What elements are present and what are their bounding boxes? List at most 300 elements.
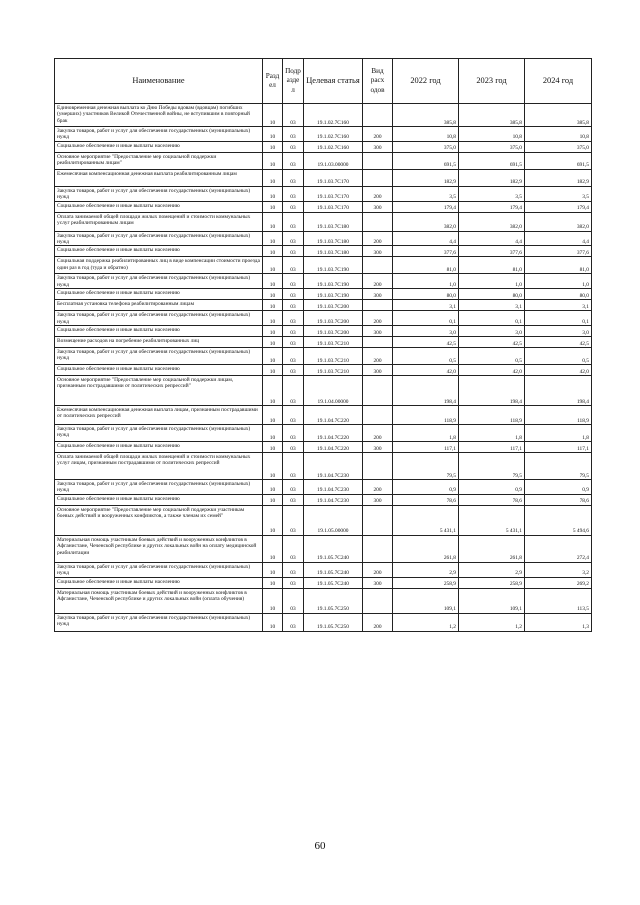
row-vid [363, 505, 393, 535]
row-razdel: 10 [263, 588, 283, 613]
row-2022: 382,0 [393, 212, 459, 231]
row-name: Ежемесячная компенсационная денежная выплата реабилитированным лицам [55, 169, 263, 186]
table-row [55, 442, 592, 453]
row-name: Основное мероприятие "Предоставление мер социальной поддержки участникам боевых действий и вооруженных конфликтов, а также членам их семей" [55, 505, 263, 535]
row-2022: 375,0 [393, 141, 459, 152]
row-vid: 200 [363, 311, 393, 326]
row-vid: 300 [363, 201, 393, 212]
row-name: Социальное обеспечение и иные выплаты населению [55, 326, 263, 337]
row-name: Оплата занимаемой общей площади жилых помещений и стоимости коммунальных услуг реабилитированным лицам [55, 212, 263, 231]
row-2023: 0,1 [459, 311, 525, 326]
row-razdel: 10 [263, 127, 283, 142]
row-2024: 118,9 [525, 406, 592, 425]
row-2022: 691,5 [393, 152, 459, 169]
row-vid [363, 535, 393, 562]
row-2022: 182,9 [393, 169, 459, 186]
row-vid: 200 [363, 480, 393, 495]
row-2024: 272,4 [525, 535, 592, 562]
row-name: Закупка товаров, работ и услуг для обеспечения государственных (муниципальных) нужд [55, 348, 263, 365]
row-razdel: 10 [263, 326, 283, 337]
row-name: Основное мероприятие "Предоставление мер социальной поддержки реабилитированным лицам" [55, 152, 263, 169]
row-2024: 377,6 [525, 246, 592, 257]
row-name: Оплата занимаемой общей площади жилых помещений и стоимости коммунальных услуг лицам, признанным пострадавшими от политических репрессий [55, 453, 263, 480]
row-2022: 109,1 [393, 588, 459, 613]
table-row [55, 274, 592, 289]
row-name: Материальная помощь участникам боевых действий и вооруженных конфликтов в Афганистане, Чеченской республике и других локальных войн (оплата обучения) [55, 588, 263, 613]
row-2023: 117,1 [459, 442, 525, 453]
row-name: Социальное обеспечение и иные выплаты населению [55, 577, 263, 588]
row-vid: 200 [363, 127, 393, 142]
row-article: 19.1.03.7С190 [304, 257, 363, 274]
row-name: Социальное обеспечение и иные выплаты населению [55, 442, 263, 453]
row-podrazdel: 03 [283, 300, 304, 311]
row-vid: 200 [363, 562, 393, 577]
table-row [55, 494, 592, 505]
header-2024: 2024 год [525, 59, 592, 104]
row-name: Основное мероприятие "Предоставление мер социальной поддержки лицам, признанным пострадавшими от политических репрессий" [55, 376, 263, 406]
row-2022: 117,1 [393, 442, 459, 453]
row-vid [363, 337, 393, 348]
page-number: 60 [314, 840, 326, 852]
row-vid [363, 376, 393, 406]
row-podrazdel: 03 [283, 376, 304, 406]
table-header-row [55, 59, 592, 104]
row-article: 19.1.03.7С170 [304, 201, 363, 212]
table-row [55, 453, 592, 480]
row-podrazdel: 03 [283, 289, 304, 300]
row-razdel: 10 [263, 337, 283, 348]
row-2022: 1,0 [393, 274, 459, 289]
row-2022: 385,8 [393, 104, 459, 127]
row-vid [363, 406, 393, 425]
row-podrazdel: 03 [283, 274, 304, 289]
row-article: 19.1.02.7С160 [304, 104, 363, 127]
row-podrazdel: 03 [283, 562, 304, 577]
row-2023: 80,0 [459, 289, 525, 300]
row-article: 19.1.04.7С220 [304, 425, 363, 442]
row-2024: 79,5 [525, 453, 592, 480]
row-podrazdel: 03 [283, 453, 304, 480]
row-vid [363, 169, 393, 186]
row-article: 19.1.05.00000 [304, 505, 363, 535]
row-vid [363, 104, 393, 127]
table-row [55, 535, 592, 562]
row-name: Бесплатная установка телефона реабилитированным лицам [55, 300, 263, 311]
row-razdel: 10 [263, 169, 283, 186]
row-podrazdel: 03 [283, 588, 304, 613]
row-article: 19.1.05.7С240 [304, 577, 363, 588]
row-2024: 0,9 [525, 480, 592, 495]
table-row [55, 300, 592, 311]
row-name: Закупка товаров, работ и услуг для обеспечения государственных (муниципальных) нужд [55, 562, 263, 577]
row-article: 19.1.03.7С210 [304, 365, 363, 376]
row-2022: 179,4 [393, 201, 459, 212]
row-2022: 3,1 [393, 300, 459, 311]
row-2024: 42,5 [525, 337, 592, 348]
row-2022: 0,9 [393, 480, 459, 495]
table-row [55, 186, 592, 201]
row-name: Социальное обеспечение и иные выплаты населению [55, 201, 263, 212]
row-2023: 3,5 [459, 186, 525, 201]
row-article: 19.1.03.7С210 [304, 348, 363, 365]
row-vid [363, 588, 393, 613]
row-razdel: 10 [263, 141, 283, 152]
row-article: 19.1.04.7С230 [304, 453, 363, 480]
row-vid: 300 [363, 289, 393, 300]
row-razdel: 10 [263, 425, 283, 442]
row-2024: 80,0 [525, 289, 592, 300]
row-podrazdel: 03 [283, 231, 304, 246]
row-2022: 0,1 [393, 311, 459, 326]
row-2023: 81,0 [459, 257, 525, 274]
header-vid: Вид расх одов [363, 59, 393, 104]
table-row [55, 141, 592, 152]
row-razdel: 10 [263, 365, 283, 376]
row-article: 19.1.03.7С200 [304, 326, 363, 337]
row-2022: 118,9 [393, 406, 459, 425]
row-article: 19.1.03.7С200 [304, 300, 363, 311]
row-2023: 42,0 [459, 365, 525, 376]
row-razdel: 10 [263, 212, 283, 231]
row-podrazdel: 03 [283, 365, 304, 376]
row-vid: 300 [363, 246, 393, 257]
row-article: 19.1.04.7С230 [304, 480, 363, 495]
row-2024: 78,6 [525, 494, 592, 505]
row-2023: 118,9 [459, 406, 525, 425]
row-razdel: 10 [263, 152, 283, 169]
row-2024: 117,1 [525, 442, 592, 453]
row-podrazdel: 03 [283, 127, 304, 142]
table-row [55, 376, 592, 406]
row-name: Социальное обеспечение и иные выплаты населению [55, 365, 263, 376]
row-razdel: 10 [263, 231, 283, 246]
row-article: 19.1.02.7С160 [304, 127, 363, 142]
row-vid [363, 300, 393, 311]
row-name: Социальное обеспечение и иные выплаты населению [55, 289, 263, 300]
table-row [55, 152, 592, 169]
row-2023: 385,8 [459, 104, 525, 127]
table-body [55, 104, 592, 632]
budget-table [54, 58, 592, 632]
row-name: Закупка товаров, работ и услуг для обеспечения государственных (муниципальных) нужд [55, 186, 263, 201]
row-razdel: 10 [263, 289, 283, 300]
row-podrazdel: 03 [283, 311, 304, 326]
row-2022: 3,5 [393, 186, 459, 201]
row-podrazdel: 03 [283, 535, 304, 562]
row-2022: 377,6 [393, 246, 459, 257]
header-podrazdel: Подр азде л [283, 59, 304, 104]
row-name: Закупка товаров, работ и услуг для обеспечения государственных (муниципальных) нужд [55, 127, 263, 142]
row-razdel: 10 [263, 453, 283, 480]
row-2023: 78,6 [459, 494, 525, 505]
row-article: 19.1.04.7С220 [304, 442, 363, 453]
row-article: 19.1.05.7С240 [304, 562, 363, 577]
table-row [55, 480, 592, 495]
row-2023: 79,5 [459, 453, 525, 480]
row-article: 19.1.05.7С250 [304, 588, 363, 613]
row-2024: 385,8 [525, 104, 592, 127]
header-name: Наименование [55, 59, 263, 104]
row-2022: 2,9 [393, 562, 459, 577]
row-2024: 42,0 [525, 365, 592, 376]
row-podrazdel: 03 [283, 257, 304, 274]
row-vid: 300 [363, 494, 393, 505]
row-2023: 1,2 [459, 613, 525, 631]
row-podrazdel: 03 [283, 406, 304, 425]
row-2023: 42,5 [459, 337, 525, 348]
row-name: Единовременная денежная выплата ко Дню Победы вдовам (вдовцам) погибших (умерших) участников Великой Отечественной войны, не вступившим в повторный брак [55, 104, 263, 127]
row-2024: 691,5 [525, 152, 592, 169]
row-podrazdel: 03 [283, 152, 304, 169]
row-name: Возмещение расходов на погребение реабилитированных лиц [55, 337, 263, 348]
row-razdel: 10 [263, 535, 283, 562]
row-2022: 10,8 [393, 127, 459, 142]
row-2024: 1,8 [525, 425, 592, 442]
table-row [55, 577, 592, 588]
row-2023: 1,8 [459, 425, 525, 442]
row-razdel: 10 [263, 201, 283, 212]
row-name: Социальная поддержка реабилитированных лиц в виде компенсации стоимости проезда один раз в год (туда и обратно) [55, 257, 263, 274]
row-razdel: 10 [263, 311, 283, 326]
row-2022: 80,0 [393, 289, 459, 300]
row-razdel: 10 [263, 562, 283, 577]
row-vid: 200 [363, 274, 393, 289]
table-row [55, 337, 592, 348]
row-2024: 3,2 [525, 562, 592, 577]
row-2023: 0,5 [459, 348, 525, 365]
row-2022: 261,8 [393, 535, 459, 562]
row-2022: 42,0 [393, 365, 459, 376]
table-row [55, 212, 592, 231]
row-2023: 5 431,1 [459, 505, 525, 535]
row-razdel: 10 [263, 613, 283, 631]
row-2024: 81,0 [525, 257, 592, 274]
row-2024: 113,5 [525, 588, 592, 613]
row-article: 19.1.03.7С180 [304, 231, 363, 246]
row-2024: 1,3 [525, 613, 592, 631]
row-podrazdel: 03 [283, 425, 304, 442]
row-2023: 382,0 [459, 212, 525, 231]
row-2023: 182,9 [459, 169, 525, 186]
row-podrazdel: 03 [283, 326, 304, 337]
row-razdel: 10 [263, 300, 283, 311]
row-2024: 3,5 [525, 186, 592, 201]
row-podrazdel: 03 [283, 104, 304, 127]
row-name: Социальное обеспечение и иные выплаты населению [55, 494, 263, 505]
table-row [55, 127, 592, 142]
table-row [55, 613, 592, 631]
row-name: Социальное обеспечение и иные выплаты населению [55, 246, 263, 257]
row-razdel: 10 [263, 246, 283, 257]
row-article: 19.1.03.7С180 [304, 246, 363, 257]
row-razdel: 10 [263, 104, 283, 127]
row-2022: 1,2 [393, 613, 459, 631]
row-name: Ежемесячная компенсационная денежная выплата лицам, признанным пострадавшими от политических репрессий [55, 406, 263, 425]
row-podrazdel: 03 [283, 613, 304, 631]
row-article: 19.1.05.7С250 [304, 613, 363, 631]
row-article: 19.1.03.7С180 [304, 212, 363, 231]
row-2024: 5 494,6 [525, 505, 592, 535]
row-2022: 5 431,1 [393, 505, 459, 535]
row-name: Материальная помощь участникам боевых действий и вооруженных конфликтов в Афганистане, Чеченской республике и других локальных войн на оплату медицинской реабилитации [55, 535, 263, 562]
row-article: 19.1.02.7С160 [304, 141, 363, 152]
row-2022: 0,5 [393, 348, 459, 365]
row-podrazdel: 03 [283, 186, 304, 201]
row-razdel: 10 [263, 505, 283, 535]
row-article: 19.1.03.7С190 [304, 274, 363, 289]
row-2024: 0,5 [525, 348, 592, 365]
table-row [55, 311, 592, 326]
row-name: Закупка товаров, работ и услуг для обеспечения государственных (муниципальных) нужд [55, 613, 263, 631]
budget-table-sheet [54, 58, 591, 632]
row-vid: 200 [363, 425, 393, 442]
row-article: 19.1.04.7С220 [304, 406, 363, 425]
row-razdel: 10 [263, 442, 283, 453]
row-2022: 3,0 [393, 326, 459, 337]
row-razdel: 10 [263, 257, 283, 274]
row-article: 19.1.03.7С190 [304, 289, 363, 300]
row-vid [363, 453, 393, 480]
table-row [55, 201, 592, 212]
row-vid: 300 [363, 577, 393, 588]
row-2024: 375,0 [525, 141, 592, 152]
table-row [55, 231, 592, 246]
table-row [55, 425, 592, 442]
header-article: Целевая статья [304, 59, 363, 104]
row-razdel: 10 [263, 186, 283, 201]
row-2024: 4,4 [525, 231, 592, 246]
row-2023: 261,8 [459, 535, 525, 562]
header-2023: 2023 год [459, 59, 525, 104]
row-vid: 200 [363, 613, 393, 631]
row-podrazdel: 03 [283, 494, 304, 505]
row-name: Закупка товаров, работ и услуг для обеспечения государственных (муниципальных) нужд [55, 311, 263, 326]
table-row [55, 326, 592, 337]
row-razdel: 10 [263, 376, 283, 406]
row-article: 19.1.05.7С240 [304, 535, 363, 562]
row-2024: 10,8 [525, 127, 592, 142]
row-podrazdel: 03 [283, 505, 304, 535]
row-vid: 300 [363, 365, 393, 376]
row-2023: 10,8 [459, 127, 525, 142]
table-row [55, 257, 592, 274]
row-2023: 691,5 [459, 152, 525, 169]
row-2024: 382,0 [525, 212, 592, 231]
row-name: Закупка товаров, работ и услуг для обеспечения государственных (муниципальных) нужд [55, 231, 263, 246]
row-razdel: 10 [263, 406, 283, 425]
row-2022: 258,9 [393, 577, 459, 588]
row-podrazdel: 03 [283, 348, 304, 365]
table-row [55, 348, 592, 365]
row-podrazdel: 03 [283, 169, 304, 186]
row-vid [363, 257, 393, 274]
table-row [55, 588, 592, 613]
row-2024: 1,0 [525, 274, 592, 289]
row-name: Закупка товаров, работ и услуг для обеспечения государственных (муниципальных) нужд [55, 274, 263, 289]
table-row [55, 246, 592, 257]
row-2023: 258,9 [459, 577, 525, 588]
row-razdel: 10 [263, 348, 283, 365]
row-article: 19.1.04.7С230 [304, 494, 363, 505]
row-name: Социальное обеспечение и иные выплаты населению [55, 141, 263, 152]
row-2023: 198,4 [459, 376, 525, 406]
row-2023: 3,0 [459, 326, 525, 337]
row-2023: 375,0 [459, 141, 525, 152]
row-2024: 269,2 [525, 577, 592, 588]
row-2023: 1,0 [459, 274, 525, 289]
row-2024: 3,1 [525, 300, 592, 311]
row-2023: 377,6 [459, 246, 525, 257]
row-2023: 4,4 [459, 231, 525, 246]
table-row [55, 365, 592, 376]
table-row [55, 562, 592, 577]
row-vid: 300 [363, 442, 393, 453]
row-2023: 0,9 [459, 480, 525, 495]
row-2023: 2,9 [459, 562, 525, 577]
row-article: 19.1.03.7С200 [304, 311, 363, 326]
row-2022: 81,0 [393, 257, 459, 274]
row-article: 19.1.03.7С210 [304, 337, 363, 348]
row-2024: 198,4 [525, 376, 592, 406]
row-vid: 300 [363, 326, 393, 337]
row-2022: 42,5 [393, 337, 459, 348]
row-article: 19.1.04.00000 [304, 376, 363, 406]
row-2022: 79,5 [393, 453, 459, 480]
table-row [55, 169, 592, 186]
row-podrazdel: 03 [283, 212, 304, 231]
row-podrazdel: 03 [283, 141, 304, 152]
row-article: 19.1.03.7С170 [304, 169, 363, 186]
row-article: 19.1.03.7С170 [304, 186, 363, 201]
row-2023: 109,1 [459, 588, 525, 613]
row-podrazdel: 03 [283, 480, 304, 495]
row-razdel: 10 [263, 480, 283, 495]
row-vid: 200 [363, 231, 393, 246]
row-name: Закупка товаров, работ и услуг для обеспечения государственных (муниципальных) нужд [55, 480, 263, 495]
row-2023: 3,1 [459, 300, 525, 311]
row-article: 19.1.03.00000 [304, 152, 363, 169]
header-razdel: Разд ел [263, 59, 283, 104]
row-podrazdel: 03 [283, 337, 304, 348]
row-2024: 3,0 [525, 326, 592, 337]
row-2022: 78,6 [393, 494, 459, 505]
row-razdel: 10 [263, 494, 283, 505]
row-vid [363, 152, 393, 169]
row-2022: 4,4 [393, 231, 459, 246]
header-2022: 2022 год [393, 59, 459, 104]
row-2022: 1,8 [393, 425, 459, 442]
row-vid: 200 [363, 348, 393, 365]
row-2024: 179,4 [525, 201, 592, 212]
row-vid: 300 [363, 141, 393, 152]
row-razdel: 10 [263, 577, 283, 588]
row-podrazdel: 03 [283, 577, 304, 588]
row-vid: 200 [363, 186, 393, 201]
row-2024: 182,9 [525, 169, 592, 186]
row-podrazdel: 03 [283, 201, 304, 212]
row-podrazdel: 03 [283, 442, 304, 453]
row-vid [363, 212, 393, 231]
row-razdel: 10 [263, 274, 283, 289]
table-row [55, 289, 592, 300]
row-2024: 0,1 [525, 311, 592, 326]
table-row [55, 406, 592, 425]
row-2023: 179,4 [459, 201, 525, 212]
row-podrazdel: 03 [283, 246, 304, 257]
table-row [55, 104, 592, 127]
row-2022: 198,4 [393, 376, 459, 406]
table-row [55, 505, 592, 535]
